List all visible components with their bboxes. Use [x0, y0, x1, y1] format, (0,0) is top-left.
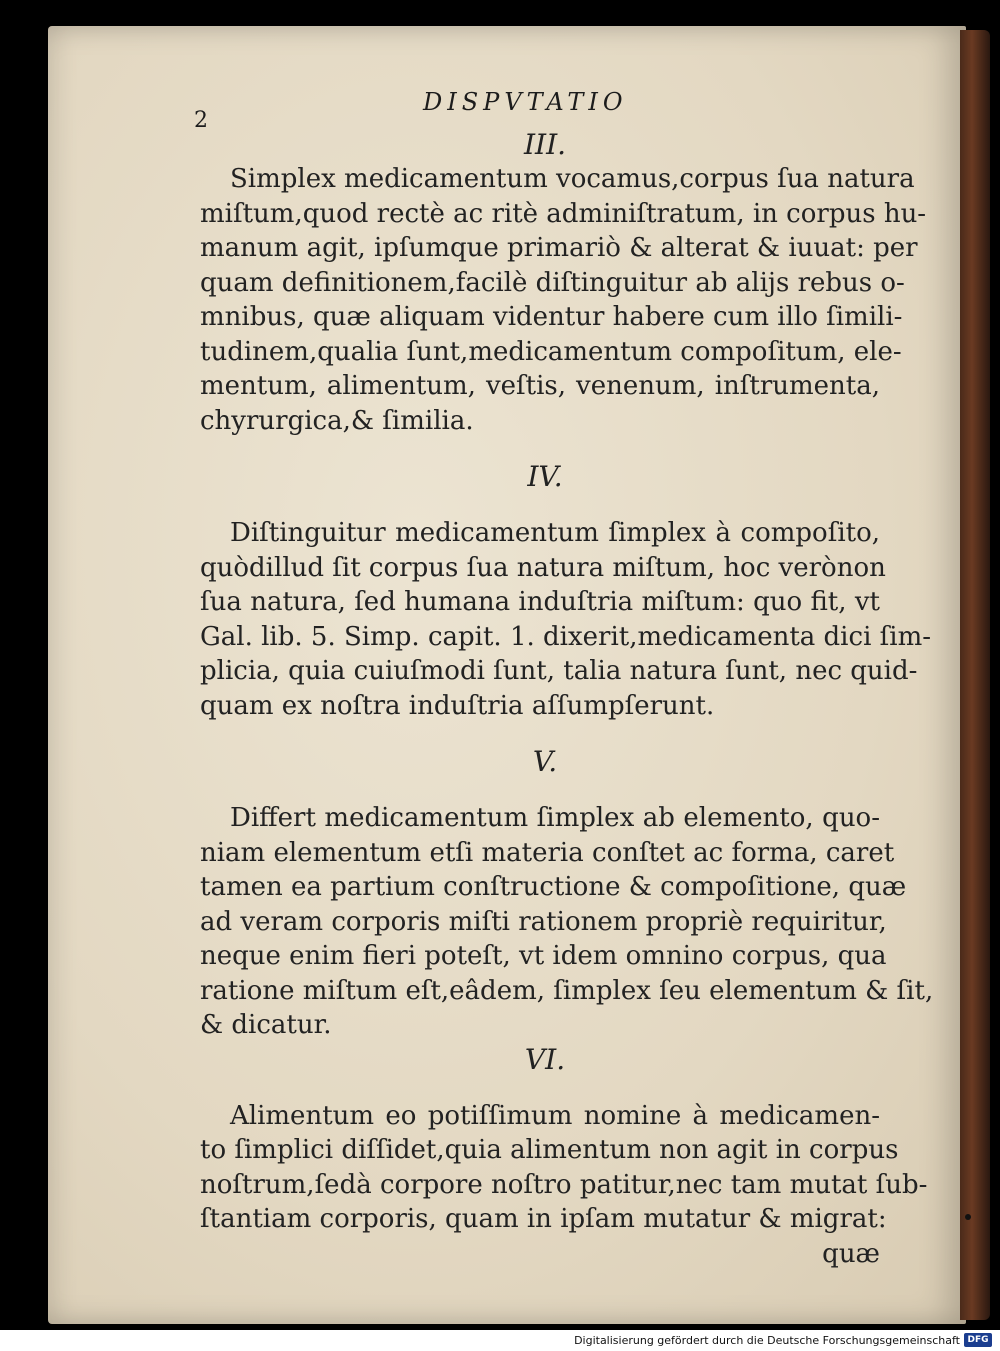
paragraph: [200, 801, 934, 1043]
footer-credit: Digitalisierung gefördert durch die Deutsche Forschungsgemeinschaft: [574, 1334, 960, 1347]
text-line: Simplex medicamentum vocamus,corpus ſua natura: [230, 164, 915, 194]
text-line: chyrurgica,& ſimilia.: [200, 405, 474, 436]
text-line: Alimentum eo potiſſimum nomine à medicamen-: [230, 1100, 880, 1131]
section-number: IV.: [527, 460, 563, 493]
text-line: tamen ea partium conſtructione & compoſitione, quæ: [200, 872, 907, 902]
text-line: quòdillud ſit corpus ſua natura miſtum, hoc verònon: [200, 552, 886, 583]
text-line: mnibus, quæ aliquam videntur habere cum illo ſimili-: [200, 302, 903, 332]
text-line: Gal. lib. 5. Simp. capit. 1. dixerit,medicamenta dici ſim-: [200, 621, 932, 652]
text-line: neque enim fieri poteſt, vt idem omnino corpus, qua: [200, 941, 887, 971]
catchword: quæ: [822, 1238, 880, 1269]
running-head: DISPVTATIO: [423, 88, 628, 116]
text-line: mentum, alimentum, veſtis, venenum, inſtrumenta,: [200, 371, 880, 401]
section-number: III.: [523, 128, 567, 161]
text-line: miſtum,quod rectè ac ritè adminiſtratum, in corpus hu-: [200, 198, 927, 229]
text-line: ſua natura, ſed humana induſtria miſtum: quo fit, vt: [200, 587, 880, 617]
text-line: niam elementum etſi materia conſtet ac forma, caret: [200, 837, 895, 868]
text-line: ſtantiam corporis, quam in ipſam mutatur & migrat:: [200, 1204, 887, 1234]
paragraph: [200, 1099, 928, 1272]
page-number: 2: [194, 108, 208, 133]
text-line: Diſtinguitur medicamentum ſimplex à compoſito,: [230, 518, 880, 548]
page-header: [48, 88, 966, 133]
dfg-logo: DFG: [964, 1333, 992, 1347]
ink-spot: [965, 1214, 971, 1220]
section-number: VI.: [524, 1042, 566, 1076]
text-line: ad veram corporis miſti rationem propriè requiritur,: [200, 906, 887, 937]
paragraph: [200, 162, 927, 438]
text-line: tudinem,qualia ſunt,medicamentum compoſitum, ele-: [200, 336, 902, 367]
text-line: manum agit, ipſumque primariò & alterat & iuuat: per: [200, 233, 918, 263]
text-line: quam definitionem,facilè diſtinguitur ab alijs rebus o-: [200, 267, 905, 298]
text-line: ratione miſtum eſt,eâdem, ſimplex ſeu elementum & ſit,: [200, 975, 934, 1006]
text-line: & dicatur.: [200, 1010, 332, 1040]
section-number: V.: [532, 745, 558, 778]
text-line: Differt medicamentum ſimplex ab elemento, quo-: [230, 803, 880, 833]
text-line: plicia, quia cuiuſmodi ſunt, talia natura ſunt, nec quid-: [200, 656, 918, 686]
paragraph: [200, 516, 932, 723]
text-block: [200, 128, 934, 1271]
text-line: quam ex noſtra induſtria aſſumpſerunt.: [200, 690, 715, 721]
text-line: to ſimplici diſſidet,quia alimentum non agit in corpus: [200, 1135, 899, 1165]
book-edge: [960, 30, 990, 1320]
text-line: noſtrum,ſedà corpore noſtro patitur,nec tam mutat ſub-: [200, 1169, 928, 1200]
